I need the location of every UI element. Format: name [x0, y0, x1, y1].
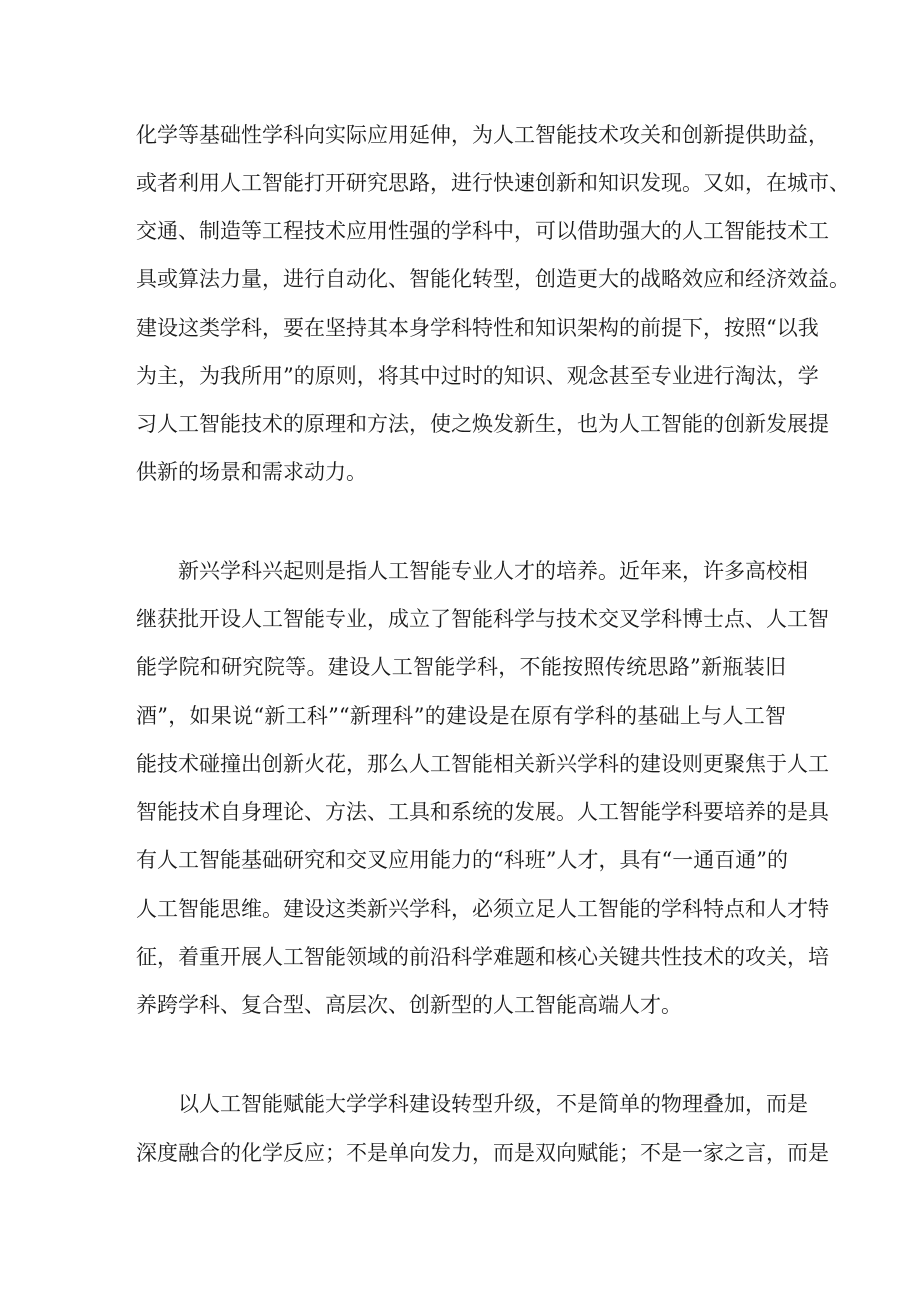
paragraph-2-line-7: 有人工智能基础研究和交叉应用能力的“科班”人才，具有“一通百通”的: [136, 848, 788, 872]
paragraph-1-line-7: 习人工智能技术的原理和方法，使之焕发新生，也为人工智能的创新发展提: [136, 412, 829, 436]
paragraph-1-line-5: 建设这类学科，要在坚持其本身学科特性和知识架构的前提下，按照“以我: [136, 316, 819, 340]
paragraph-2-line-5: 能技术碰撞出创新火花，那么人工智能相关新兴学科的建设则更聚焦于人工: [136, 752, 829, 776]
paragraph-2-line-4: 酒”，如果说“新工科”“新理科”的建设是在原有学科的基础上与人工智: [136, 704, 786, 728]
paragraph-2-line-3: 能学院和研究院等。建设人工智能学科，不能按照传统思路”新瓶装旧: [136, 655, 786, 679]
paragraph-1-line-4: 具或算法力量，进行自动化、智能化转型，创造更大的战略效应和经济效益。: [136, 267, 850, 291]
paragraph-3-line-1: 以人工智能赋能大学学科建设转型升级，不是简单的物理叠加，而是: [178, 1092, 808, 1116]
paragraph-2-line-10: 养跨学科、复合型、高层次、创新型的人工智能高端人才。: [136, 993, 682, 1017]
paragraph-2-line-9: 征，着重开展人工智能领域的前沿科学难题和核心关键共性技术的攻关，培: [136, 945, 829, 969]
paragraph-2-line-6: 智能技术自身理论、方法、工具和系统的发展。人工智能学科要培养的是具: [136, 800, 829, 824]
paragraph-3-line-2: 深度融合的化学反应；不是单向发力，而是双向赋能；不是一家之言，而是: [136, 1141, 829, 1165]
paragraph-1-line-3: 交通、制造等工程技术应用性强的学科中，可以借助强大的人工智能技术工: [136, 219, 829, 243]
paragraph-2-line-1: 新兴学科兴起则是指人工智能专业人才的培养。近年来，许多高校相: [178, 559, 808, 583]
paragraph-1-line-2: 或者利用人工智能打开研究思路，进行快速创新和知识发现。又如，在城市、: [136, 171, 850, 195]
paragraph-2-line-8: 人工智能思维。建设这类新兴学科，必须立足人工智能的学科特点和人才特: [136, 897, 829, 921]
paragraph-1-line-1: 化学等基础性学科向实际应用延伸，为人工智能技术攻关和创新提供助益，: [136, 123, 829, 147]
paragraph-1-line-8: 供新的场景和需求动力。: [136, 460, 367, 484]
paragraph-1-line-6: 为主，为我所用”的原则，将其中过时的知识、观念甚至专业进行淘汰，学: [136, 364, 819, 388]
paragraph-2-line-2: 继获批开设人工智能专业，成立了智能科学与技术交叉学科博士点、人工智: [136, 607, 829, 631]
